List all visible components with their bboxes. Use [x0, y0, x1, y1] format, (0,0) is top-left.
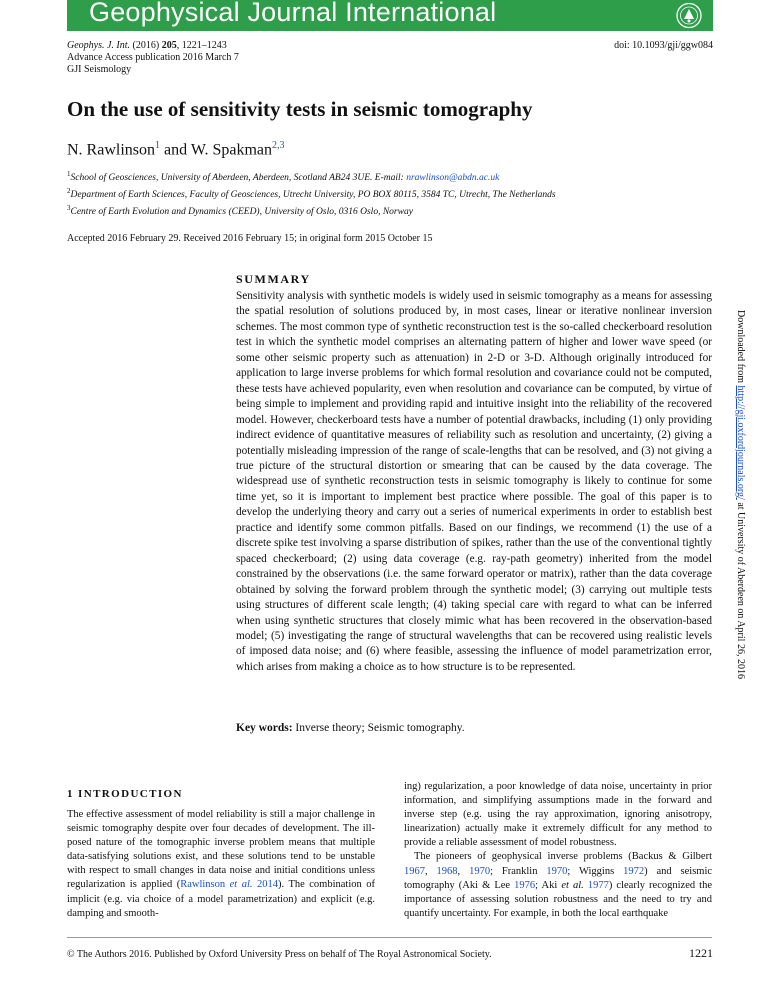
- citation-link[interactable]: 1976: [514, 879, 536, 891]
- journal-site-link[interactable]: http://gji.oxfordjournals.org/: [735, 385, 746, 500]
- citation-link[interactable]: Rawlinson et al. 2014: [180, 879, 279, 891]
- citation-block: [67, 40, 239, 76]
- affiliation-number: 1: [67, 170, 71, 178]
- affiliation-1: [67, 168, 556, 185]
- keywords: [236, 722, 465, 734]
- citation-pages: , 1221–1243: [176, 40, 227, 51]
- publication-dates: Accepted 2016 February 29. Received 2016 February 15; in original form 2015 October 15: [67, 233, 433, 244]
- page-number: 1221: [689, 946, 713, 960]
- citation-year: (2016): [132, 40, 160, 51]
- author-affiliation-link[interactable]: 2,3: [272, 140, 285, 151]
- affiliation-text: Department of Earth Sciences, Faculty of Geosciences, Utrecht University, PO BOX 80115, 3584 TC, Utrecht, The Netherlands: [70, 190, 556, 201]
- journal-banner: [67, 0, 713, 31]
- citation-link[interactable]: 1972: [623, 865, 645, 877]
- introduction-right-column: [404, 780, 712, 921]
- citation-link[interactable]: 1977: [583, 879, 609, 891]
- affiliation-2: [67, 185, 556, 202]
- citation-volume: 205: [161, 40, 177, 51]
- summary-text: Sensitivity analysis with synthetic models is widely used in seismic tomography as a means for assessing the spatial resolution of solutions produced by, in most cases, linear or iterative nonlinear inversion schemes. The most common type of synthetic reconstruction test is the so-called checkerboard resolution test in which the synthetic model comprises an alternating pattern of higher and lower wave speed (or some other seismic property such as attenuation) in 2-D or 3-D. Although originally introduced for application to large inverse problems for which formal resolution and covariance could not be computed, these tests have achieved popularity, even when resolution and covariance can be computed, by virtue of being simple to implement and providing rapid and intuitive insight into the reliability of the recovered model. However, checkerboard tests have a number of potential drawbacks, including (1) only providing indirect evidence of quantitative measures of reliability such as resolution and uncertainty, (2) giving a potentially misleading impression of the range of scale-lengths that can be resolved, and (3) not giving a true picture of the structural distortion or smearing that can be caused by the data coverage. The widespread use of synthetic reconstruction tests in seismic tomography is likely to continue for some time yet, so it is important to implement best practice where possible. The goal of this paper is to develop the underlying theory and carry out a series of numerical experiments in order to establish best practice and identify some common pitfalls. Based on our findings, we recommend (1) the use of a discrete spike test involving a sparse distribution of spikes, rather than the use of the conventional tightly spaced checkerboard; (2) using data coverage (e.g. ray-path geometry) inherited from the model constrained by the observations (i.e. the same forward operator or matrix), rather than the data coverage obtained by solving the forward problem through the synthetic model; (3) carrying out multiple tests using structures of different scale length; (4) taking special care with regard to what can be inferred when using synthetic structures that closely mimic what has been recovered in the observation-based model; (5) investigating the range of structural wavelengths that can be recovered using realistic levels of imposed data noise; and (6) where feasible, assessing the influence of model parametrization error, which arises from making a choice as to how structure is to be represented.: [236, 290, 712, 673]
- download-note-prefix: Downloaded from: [735, 310, 746, 386]
- download-note: [735, 310, 746, 679]
- intro-text: The effective assessment of model reliability is still a major challenge in seismic tomography despite over four decades of development. The ill-posed nature of the tomographic inverse problem means that multiple data-satisfying solutions exist, and these solutions tend to be unstable with respect to small changes in data noise and initial conditions unless regularization is applied (: [67, 809, 375, 891]
- citation-link[interactable]: 1968: [436, 865, 458, 877]
- introduction-heading: 1 INTRODUCTION: [67, 788, 183, 800]
- intro-paragraph: ing) regularization, a poor knowledge of data noise, uncertainty in prior information, and simplifying assumptions made in the forward and inverse step (e.g. using the ray approximation, ignoring anisotropy, linearization) actually make it extremely difficult for any method to provide a reliable assessment of model robustness.: [404, 781, 712, 849]
- author-list: [67, 140, 285, 159]
- author-email-link[interactable]: nrawlinson@abdn.ac.uk: [406, 173, 500, 184]
- citation-journal: Geophys. J. Int.: [67, 40, 131, 51]
- footer-divider: [67, 937, 712, 938]
- affiliation-text: School of Geosciences, University of Aberdeen, Aberdeen, Scotland AB24 3UE. E-mail:: [70, 173, 407, 184]
- doi: doi: 10.1093/gji/ggw084: [614, 40, 713, 51]
- citation-link[interactable]: 1970: [469, 865, 491, 877]
- copyright-notice: © The Authors 2016. Published by Oxford University Press on behalf of The Royal Astronomical Society.: [67, 949, 492, 960]
- affiliation-number: 3: [67, 204, 71, 213]
- download-note-suffix: at University of Aberdeen on April 26, 2016: [735, 499, 746, 679]
- advance-access-note: Advance Access publication 2016 March 7: [67, 52, 239, 63]
- intro-paragraph: The pioneers of geophysical inverse problems (Backus & Gilbert 1967, 1968, 1970; Franklin 1970; Wiggins 1972) and seismic tomography (Aki & Lee 1976; Aki et al. 1977) clearly recognized the importance of assessing solution robustness and the need to try and quantify uncertainty. For example, in both the local earthquake: [404, 851, 713, 919]
- keywords-list: Inverse theory; Seismic tomography.: [295, 722, 465, 734]
- affiliation-number: 2: [67, 187, 71, 196]
- citation-link[interactable]: 1967: [404, 865, 425, 877]
- journal-name: Geophysical Journal International: [89, 0, 497, 27]
- citation-link[interactable]: 1970: [546, 865, 568, 877]
- article-title: On the use of sensitivity tests in seismic tomography: [67, 97, 533, 121]
- author-name: W. Spakman: [190, 141, 272, 159]
- affiliation-3: [67, 202, 556, 219]
- author-affiliation-link[interactable]: 1: [155, 140, 160, 151]
- author-name: N. Rawlinson: [67, 141, 155, 159]
- author-separator: and: [160, 141, 191, 159]
- journal-section: GJI Seismology: [67, 64, 132, 75]
- summary-heading: SUMMARY: [236, 272, 311, 286]
- intro-text: ). The combination of implicit (e.g. via choice of a model parametrization) and explicit (e.g. damping and smooth-: [67, 879, 376, 919]
- introduction-left-column: [67, 808, 375, 921]
- society-crest-icon: [673, 1, 705, 30]
- affiliation-text: Centre of Earth Evolution and Dynamics (CEED), University of Oslo, 0316 Oslo, Norway: [70, 207, 413, 218]
- affiliations: [67, 168, 556, 219]
- keywords-label: Key words:: [236, 722, 293, 734]
